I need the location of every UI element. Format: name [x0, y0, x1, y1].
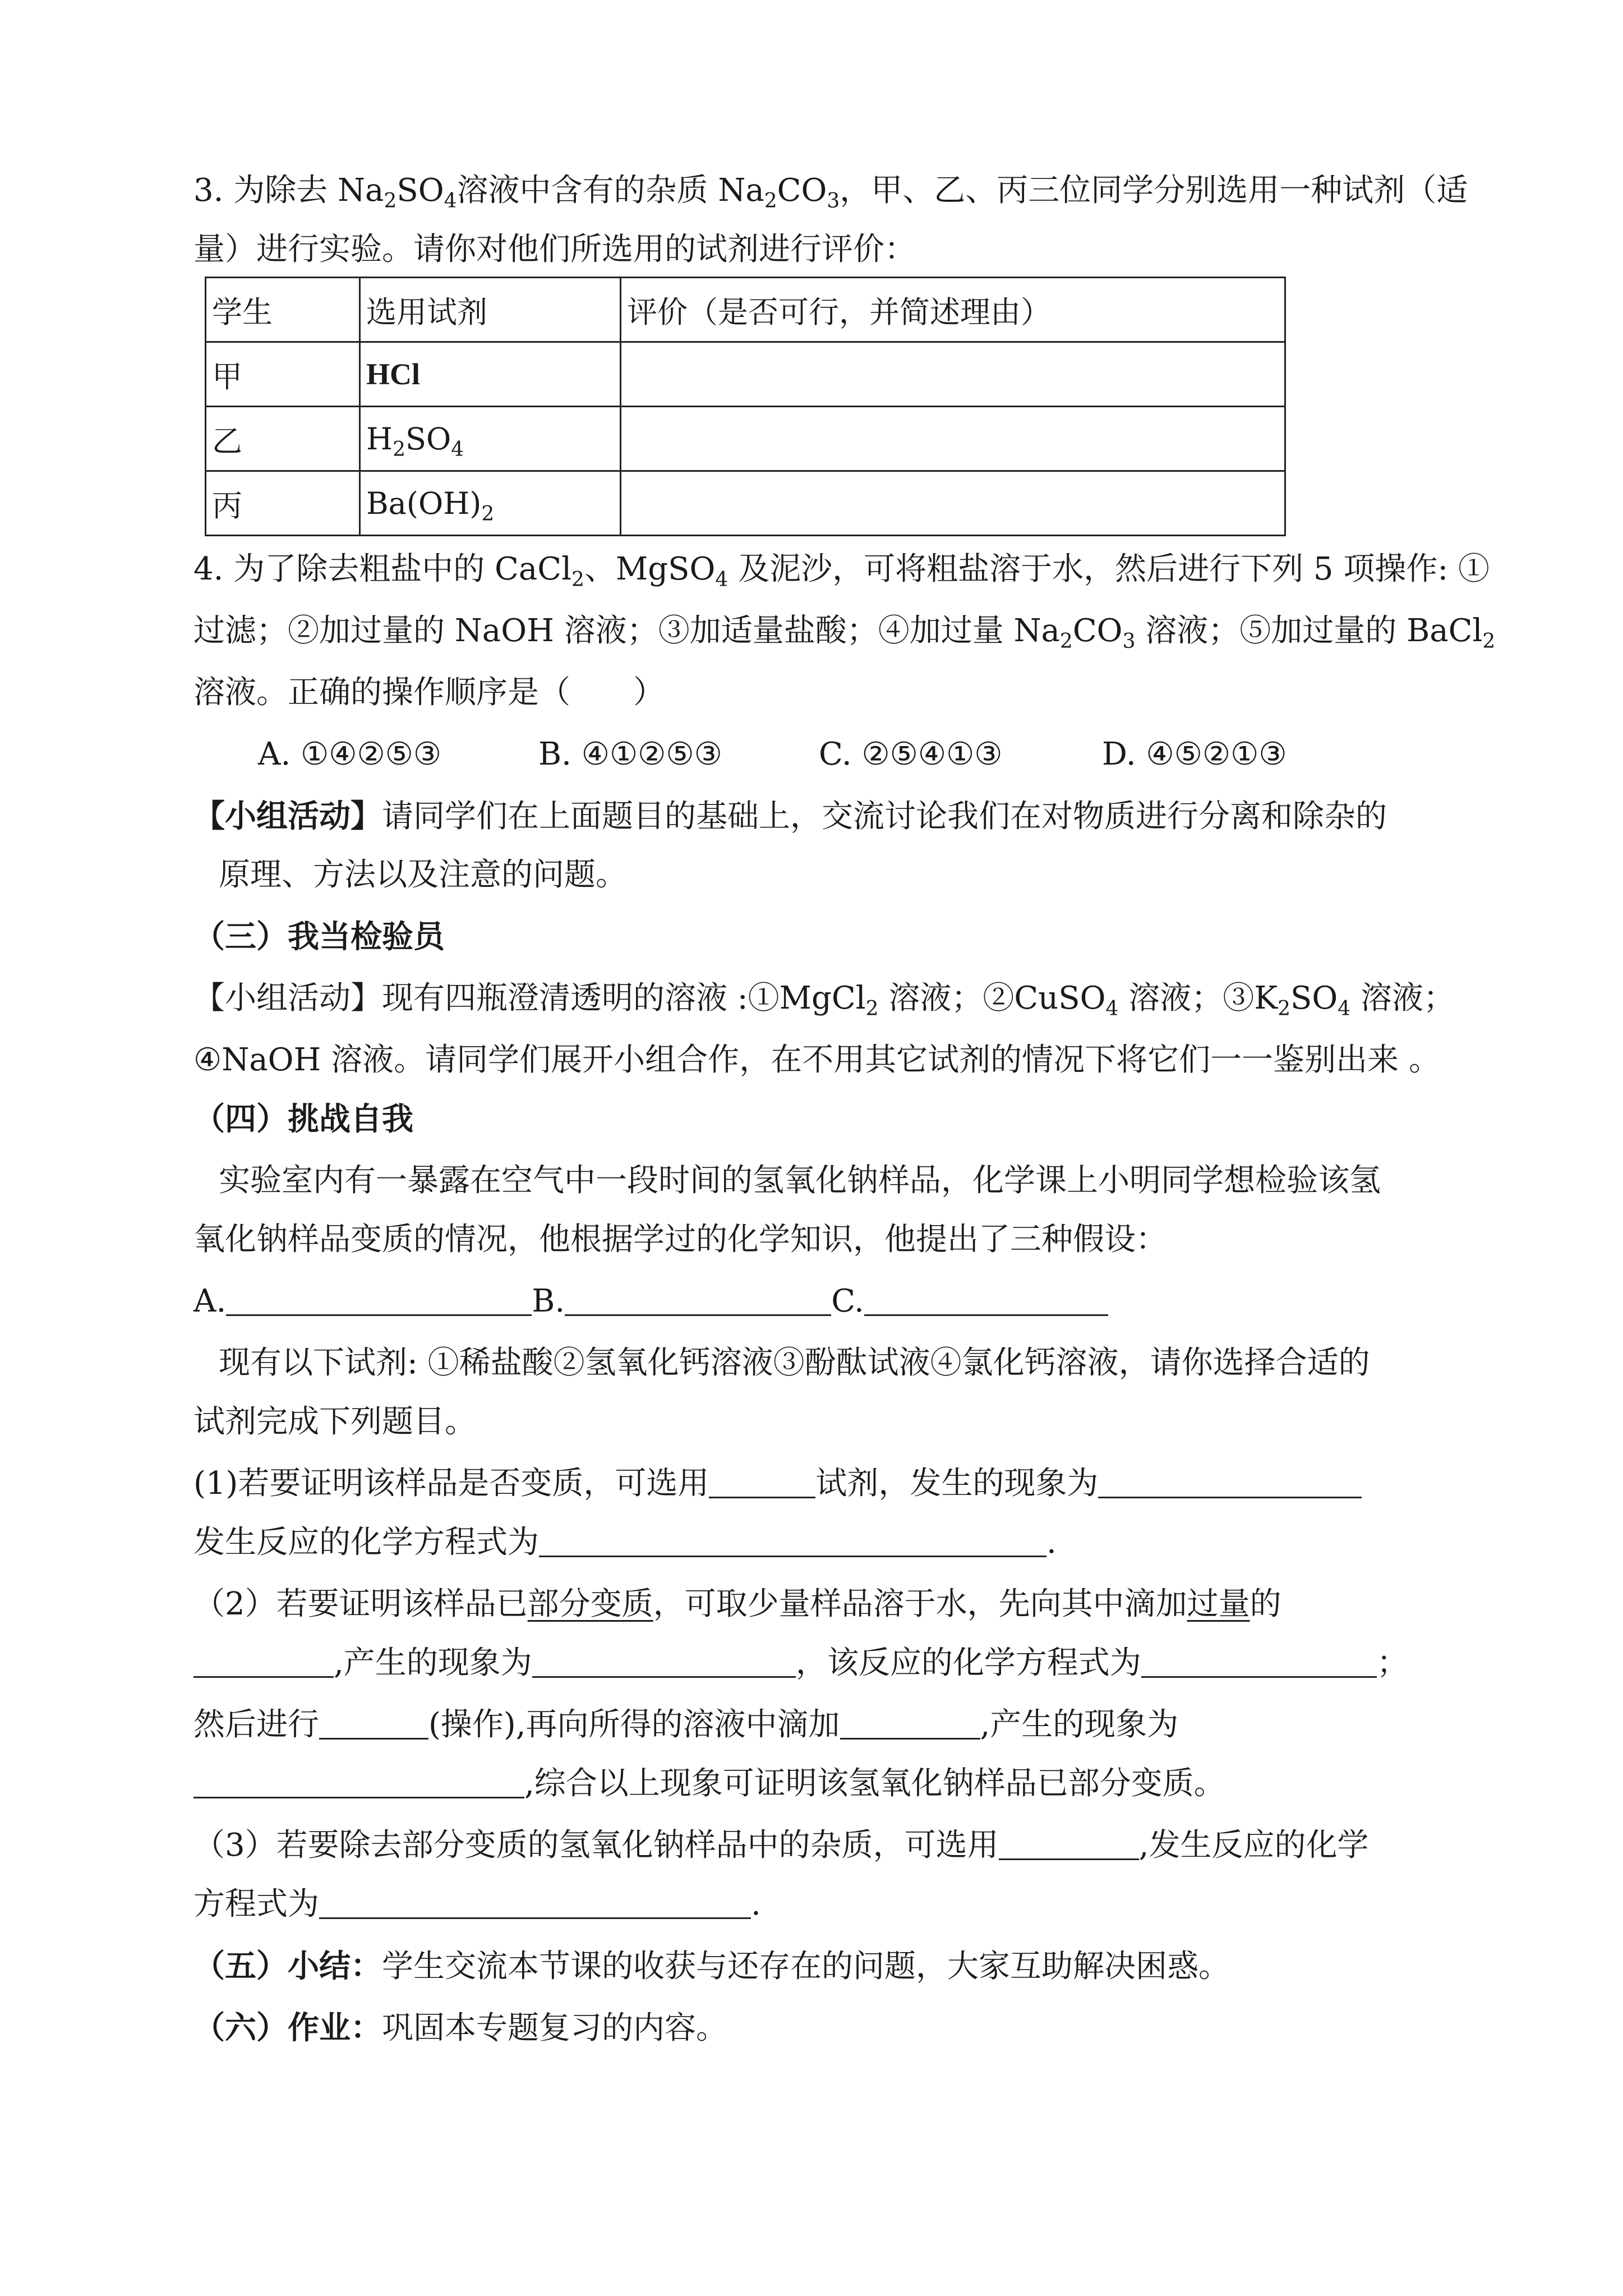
q3-part-line-1: （3）若要除去部分变质的氢氧化钠样品中的杂质，可选用 ,发生反应的化学 — [193, 1827, 1369, 1864]
table-header-cell: 选用试剂 — [360, 278, 621, 342]
section-6-homework: （六）作业：巩固本专题复习的内容。 — [193, 2009, 727, 2046]
evaluation-table — [205, 277, 1286, 536]
q3-line-2: 量）进行实验。请你对他们所选用的试剂进行评价： — [193, 231, 916, 268]
hypothesis-a-blank[interactable] — [226, 1283, 532, 1316]
q1-equation-blank[interactable] — [539, 1524, 1046, 1557]
evaluation-answer-cell[interactable] — [621, 407, 1285, 471]
activity-1-line-2: 原理、方法以及注意的问题。 — [219, 857, 627, 893]
hypothesis-c-blank[interactable] — [864, 1283, 1108, 1316]
challenge-para-4: 试剂完成下列题目。 — [193, 1404, 476, 1440]
challenge-para-2: 氧化钠样品变质的情况，他根据学过的化学知识，他提出了三种假设： — [193, 1221, 1167, 1258]
q4-line-1: 4. 为了除去粗盐中的 CaCl$_2$、MgSO$_4$ 及泥沙，可将粗盐溶于水，然后进行下列 5 项操作: ① — [193, 551, 1490, 591]
q3-number: 3. — [193, 172, 224, 209]
q2-equation-blank[interactable] — [1141, 1645, 1377, 1678]
q1-line-1: (1)若要证明该样品是否变质，可选用 试剂，发生的现象为 — [193, 1461, 1444, 1506]
q2-phenomenon-blank[interactable] — [532, 1645, 796, 1678]
q3-reagent-blank[interactable] — [999, 1827, 1139, 1860]
hypotheses-line: A. B. C. — [193, 1279, 1444, 1324]
evaluation-answer-cell[interactable] — [621, 342, 1285, 407]
q2-line-4: ,综合以上现象可证明该氢氧化钠样品已部分变质。 — [193, 1761, 1444, 1806]
q2-line-1: （2）若要证明该样品已部分变质，可取少量样品溶于水，先向其中滴加过量的 — [193, 1586, 1281, 1622]
evaluation-answer-cell[interactable] — [621, 471, 1285, 536]
challenge-para-1: 实验室内有一暴露在空气中一段时间的氢氧化钠样品，化学课上小明同学想检验该氢 — [219, 1162, 1381, 1199]
q3-line-1: 3. 为除去 $Na_2SO_4$溶液中含有的杂质 $Na_2CO_3$，甲、乙、丙三位同学分别选用一种试剂（适 — [193, 172, 1468, 213]
option-c[interactable]: C. ②⑤④①③ — [819, 736, 1003, 772]
section-4-title: （四）挑战自我 — [193, 1101, 413, 1138]
q2-reagent-blank[interactable] — [193, 1645, 334, 1678]
activity-label: 【小组活动】 — [193, 980, 382, 1016]
q2-second-phenomenon-blank[interactable] — [193, 1765, 524, 1798]
table-header-cell: 学生 — [206, 278, 360, 342]
q4-line-3: 溶液。正确的操作顺序是（ ） — [193, 674, 665, 711]
activity-2-line-2: ④NaOH 溶液。请同学们展开小组合作，在不用其它试剂的情况下将它们一一鉴别出来 。 — [193, 1042, 1440, 1078]
reagent-cell: $H_2SO_4$ — [360, 407, 621, 471]
table-row — [206, 407, 1285, 471]
q3-part-line-2: 方程式为 . — [193, 1886, 761, 1922]
student-cell: 甲 — [206, 342, 360, 407]
activity-1-line-1: 【小组活动】请同学们在上面题目的基础上，交流讨论我们在对物质进行分离和除杂的 — [193, 798, 1387, 835]
q4-line-2: 过滤；②加过量的 NaOH 溶液；③加适量盐酸；④加过量 $Na_2CO_3$ 溶液；⑤加过量的 BaCl$_2$ — [193, 613, 1496, 653]
table-row — [206, 342, 1285, 407]
table-header-row — [206, 278, 1285, 342]
q2-operation-blank[interactable] — [319, 1706, 428, 1740]
table-header-cell: 评价（是否可行，并简述理由） — [621, 278, 1285, 342]
activity-label: 【小组活动】 — [193, 798, 382, 835]
q2-line-3: 然后进行 (操作),再向所得的溶液中滴加 ,产生的现象为 — [193, 1706, 1179, 1743]
reagent-cell: HCl — [360, 342, 621, 407]
q1-reagent-blank[interactable] — [709, 1465, 815, 1498]
option-b[interactable]: B. ④①②⑤③ — [538, 736, 722, 772]
q3-equation-blank[interactable] — [319, 1886, 751, 1919]
q2-second-reagent-blank[interactable] — [840, 1706, 980, 1740]
table-row — [206, 471, 1285, 536]
option-a[interactable]: A. ①④②⑤③ — [258, 736, 442, 772]
q2-line-2: ,产生的现象为 ，该反应的化学方程式为 ； — [193, 1641, 1444, 1686]
challenge-para-3: 现有以下试剂: ①稀盐酸②氢氧化钙溶液③酚酞试液④氯化钙溶液，请你选择合适的 — [219, 1345, 1370, 1381]
section-5-summary: （五）小结：学生交流本节课的收获与还存在的问题，大家互助解决困惑。 — [193, 1948, 1230, 1985]
section-3-title: （三）我当检验员 — [193, 918, 445, 955]
q1-line-2: 发生反应的化学方程式为 . — [193, 1524, 1057, 1561]
option-d[interactable]: D. ④⑤②①③ — [1102, 736, 1287, 772]
hypothesis-b-blank[interactable] — [565, 1283, 831, 1316]
q1-phenomenon-blank[interactable] — [1098, 1465, 1362, 1498]
student-cell: 乙 — [206, 407, 360, 471]
activity-2-line-1: 【小组活动】现有四瓶澄清透明的溶液 :①MgCl$_2$ 溶液；②CuSO$_4$ 溶液；$③K_2SO_4$ 溶液； — [193, 980, 1455, 1020]
student-cell: 丙 — [206, 471, 360, 536]
reagent-cell: $Ba(OH)_2$ — [360, 471, 621, 536]
